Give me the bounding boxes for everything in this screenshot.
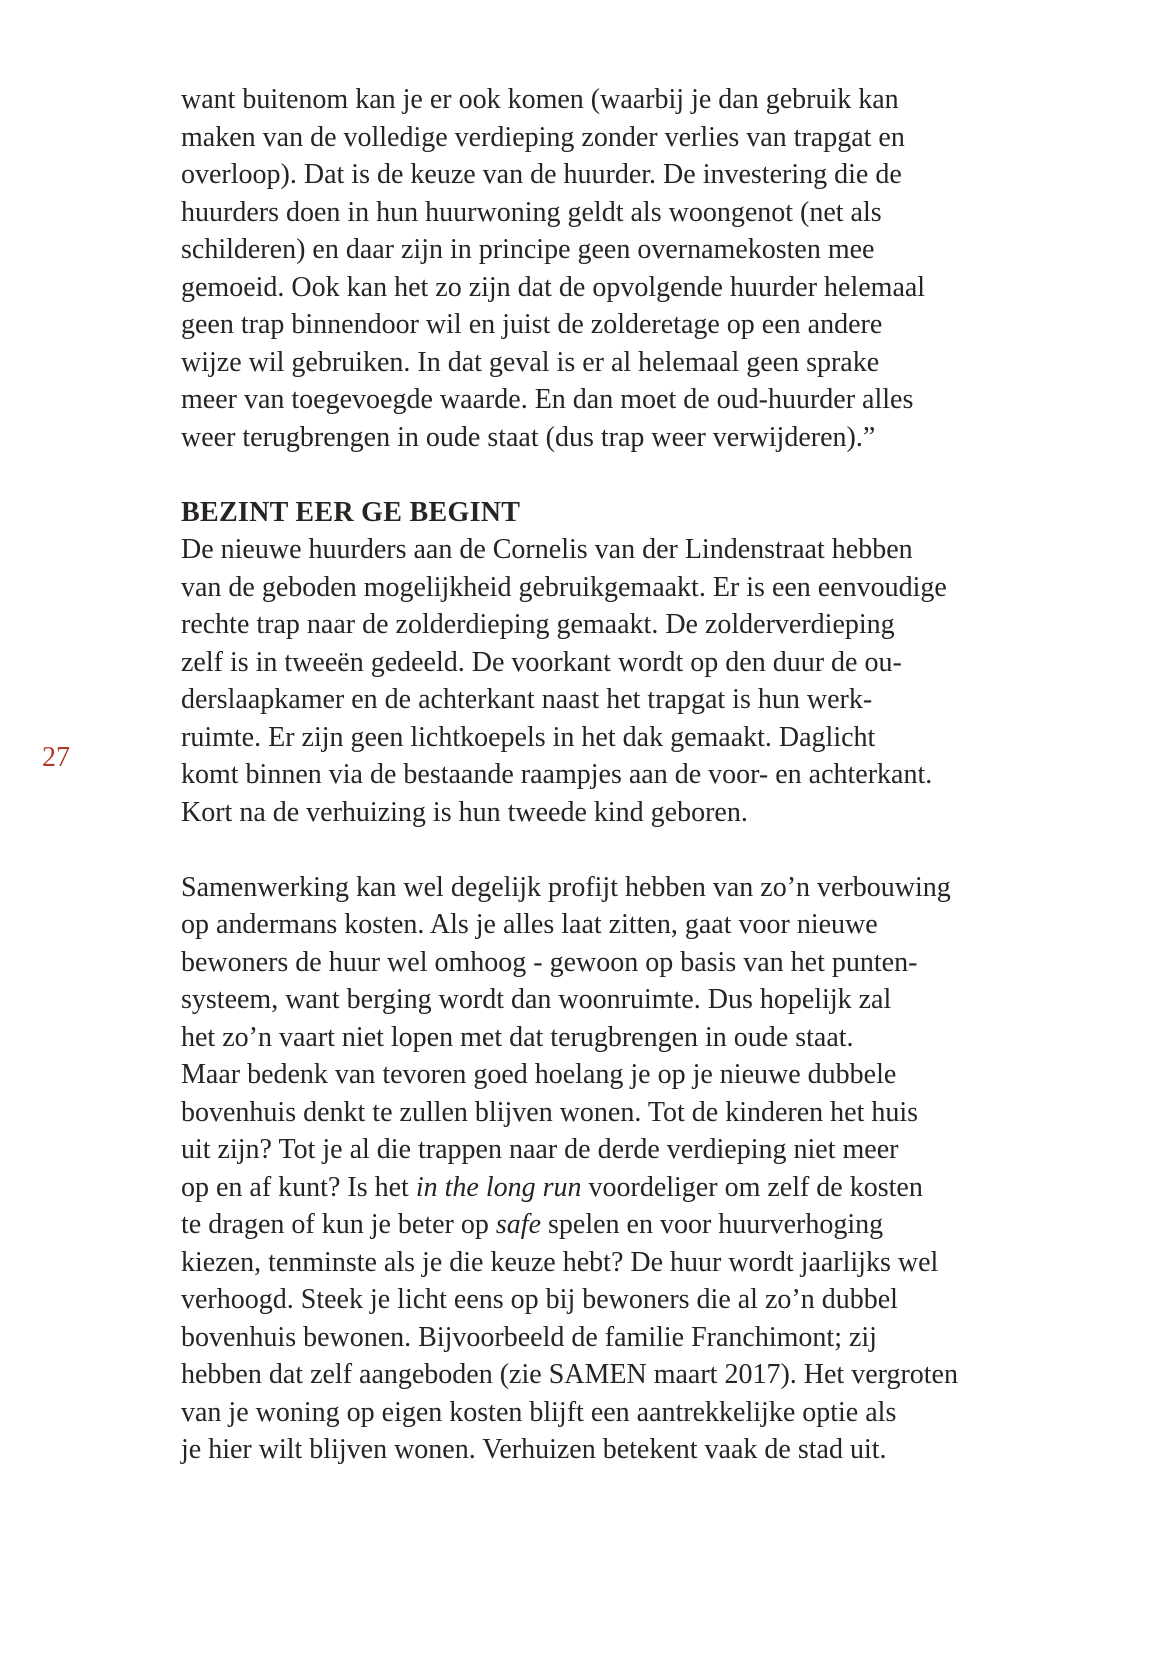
text-line: De nieuwe huurders aan de Cornelis van der Lindenstraat hebben bbox=[181, 534, 913, 565]
text-line: systeem, want berging wordt dan woonruimte. Dus hopelijk zal bbox=[181, 984, 892, 1015]
text-line: schilderen) en daar zijn in principe geen overnamekosten mee bbox=[181, 234, 875, 265]
page-number: 27 bbox=[42, 742, 70, 773]
text-line: je hier wilt blijven wonen. Verhuizen betekent vaak de stad uit. bbox=[181, 1434, 887, 1465]
text-line: kiezen, tenminste als je die keuze hebt? De huur wordt jaarlijks wel bbox=[181, 1246, 939, 1278]
text-line: zelf is in tweeën gedeeld. De voorkant wordt op den duur de ou- bbox=[181, 646, 902, 678]
text-line: uit zijn? Tot je al die trappen naar de derde verdieping niet meer bbox=[181, 1134, 899, 1165]
text-line: Kort na de verhuizing is hun tweede kind geboren. bbox=[181, 796, 748, 828]
text-line: te dragen of kun je beter op safe spelen en voor huurverhoging bbox=[181, 1209, 884, 1240]
text-line: van de geboden mogelijkheid gebruikgemaakt. Er is een eenvoudige bbox=[181, 571, 947, 603]
italic-text: in the long run bbox=[415, 1171, 582, 1203]
text-line: meer van toegevoegde waarde. En dan moet de oud-huurder alles bbox=[181, 384, 914, 415]
text-line: hebben dat zelf aangeboden (zie SAMEN maart 2017). Het vergroten bbox=[181, 1359, 958, 1390]
text-line: weer terugbrengen in oude staat (dus trap weer verwijderen).” bbox=[181, 421, 876, 453]
text-line: van je woning op eigen kosten blijft een aantrekkelijke optie als bbox=[181, 1396, 897, 1428]
text-line: want buitenom kan je er ook komen (waarbij je dan gebruik kan bbox=[181, 84, 899, 115]
text-line: Maar bedenk van tevoren goed hoelang je op je nieuwe dubbele bbox=[181, 1059, 897, 1090]
paragraph-spacer bbox=[181, 831, 1051, 869]
text-line: maken van de volledige verdieping zonder verlies van trapgat en bbox=[181, 121, 905, 153]
text-line: ruimte. Er zijn geen lichtkoepels in het dak gemaakt. Daglicht bbox=[181, 721, 876, 753]
text-line: op en af kunt? Is het in the long run voordeliger om zelf de kosten bbox=[181, 1171, 923, 1203]
text-line: geen trap binnendoor wil en juist de zolderetage op een andere bbox=[181, 309, 883, 340]
text-line: rechte trap naar de zolderdieping gemaakt. De zolderverdieping bbox=[181, 609, 895, 640]
paragraph bbox=[181, 531, 1051, 831]
paragraph-spacer bbox=[181, 456, 1051, 494]
paragraph bbox=[181, 81, 1051, 456]
text-line: wijze wil gebruiken. In dat geval is er al helemaal geen sprake bbox=[181, 346, 880, 378]
text-line: huurders doen in hun huurwoning geldt als woongenot (net als bbox=[181, 196, 882, 228]
italic-text: safe bbox=[495, 1209, 541, 1240]
text-line: gemoeid. Ook kan het zo zijn dat de opvolgende huurder helemaal bbox=[181, 271, 926, 303]
text-line: het zo’n vaart niet lopen met dat terugbrengen in oude staat. bbox=[181, 1021, 854, 1053]
text-line: bovenhuis denkt te zullen blijven wonen. Tot de kinderen het huis bbox=[181, 1096, 919, 1128]
text-line: bovenhuis bewonen. Bijvoorbeeld de familie Franchimont; zij bbox=[181, 1321, 877, 1353]
section-heading: BEZINT EER GE BEGINT bbox=[181, 496, 521, 528]
text-line: komt binnen via de bestaande raampjes aan de voor- en achterkant. bbox=[181, 759, 933, 790]
text-line: overloop). Dat is de keuze van de huurder. De investering die de bbox=[181, 159, 902, 190]
text-line: Samenwerking kan wel degelijk profijt hebben van zo’n verbouwing bbox=[181, 871, 951, 903]
body-text-column bbox=[181, 81, 1051, 1469]
text-line: derslaapkamer en de achterkant naast het trapgat is hun werk- bbox=[181, 684, 873, 715]
text-line: bewoners de huur wel omhoog - gewoon op basis van het punten- bbox=[181, 946, 918, 978]
paragraph bbox=[181, 869, 1051, 1469]
text-line: op andermans kosten. Als je alles laat zitten, gaat voor nieuwe bbox=[181, 909, 878, 940]
text-line: verhoogd. Steek je licht eens op bij bewoners die al zo’n dubbel bbox=[181, 1284, 898, 1315]
